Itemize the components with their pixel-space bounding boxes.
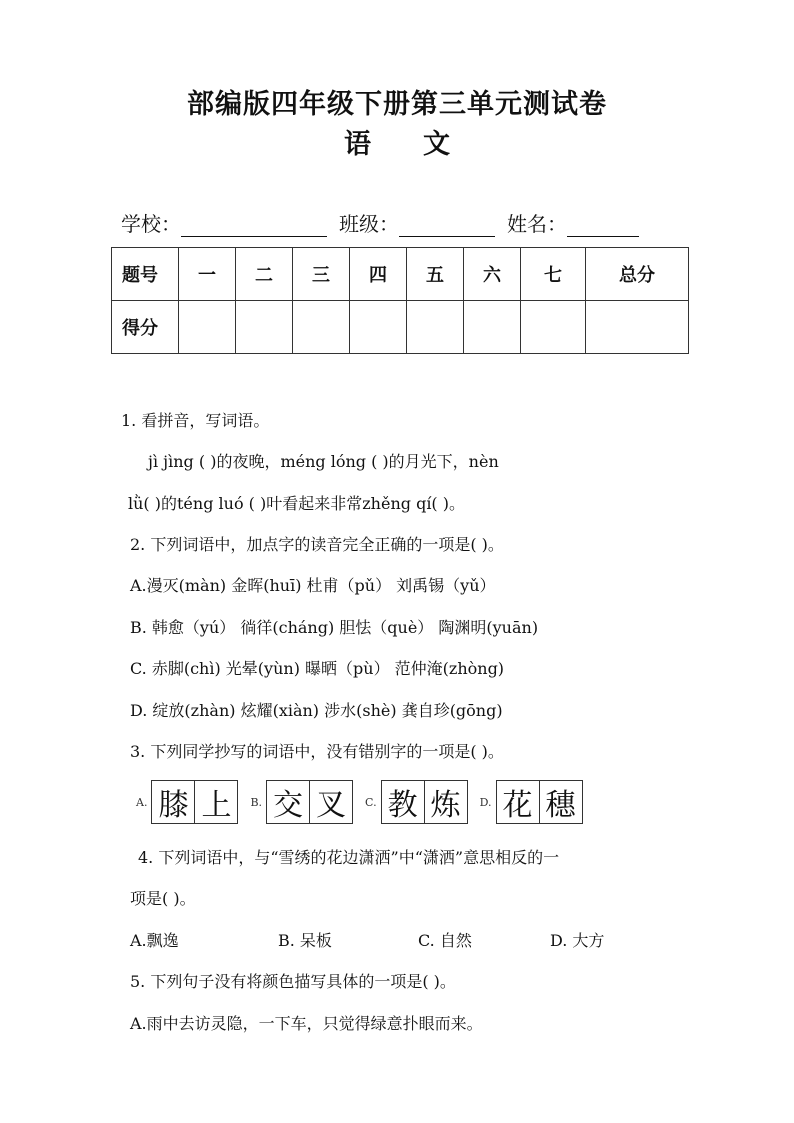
q3-letter-a: A. bbox=[136, 795, 148, 809]
q4-option-c: C. 自然 bbox=[418, 931, 472, 950]
q3-title: 3. 下列同学抄写的词语中，没有错别字的一项是( )。 bbox=[130, 742, 504, 761]
page-subtitle bbox=[0, 122, 794, 161]
class-field[interactable] bbox=[399, 214, 495, 237]
q3-choice-d[interactable] bbox=[496, 780, 583, 824]
q1-line-2: lǜ( )的téng luó ( )叶看起来非常zhěng qí( )。 bbox=[128, 494, 466, 513]
score-cell-1[interactable] bbox=[179, 301, 236, 354]
q4-title-line-2: 项是( )。 bbox=[130, 889, 196, 908]
q1-title: 1. 看拼音，写词语。 bbox=[121, 411, 270, 430]
row-head-score: 得分 bbox=[112, 301, 179, 354]
q3-letter-c: C. bbox=[365, 795, 377, 809]
score-table bbox=[111, 247, 689, 354]
score-table-score-row bbox=[112, 301, 689, 354]
q1-line-1: jì jìng ( )的夜晚，méng lóng ( )的月光下，nèn bbox=[148, 452, 499, 471]
score-cell-2[interactable] bbox=[236, 301, 293, 354]
q4-option-b: B. 呆板 bbox=[278, 931, 332, 950]
q2-title: 2. 下列词语中，加点字的读音完全正确的一项是( )。 bbox=[130, 535, 504, 554]
q3-c-char-2: 炼 bbox=[424, 781, 467, 823]
school-label: 学校： bbox=[121, 212, 181, 236]
name-field[interactable] bbox=[567, 214, 639, 237]
col-1: 一 bbox=[179, 248, 236, 301]
q3-letter-b: B. bbox=[250, 795, 263, 809]
q5-option-a: A.雨中去访灵隐，一下车，只觉得绿意扑眼而来。 bbox=[130, 1014, 483, 1033]
score-cell-7[interactable] bbox=[521, 301, 586, 354]
q3-choices bbox=[136, 780, 595, 824]
q3-choice-b[interactable] bbox=[266, 780, 353, 824]
q3-d-char-2: 穗 bbox=[539, 781, 582, 823]
name-label: 姓名： bbox=[507, 212, 567, 236]
q2-option-c: C. 赤脚(chì) 光晕(yùn) 曝晒（pù） 范仲淹(zhòng) bbox=[130, 659, 505, 678]
col-3: 三 bbox=[293, 248, 350, 301]
q2-option-b: B. 韩愈（yú） 徜徉(cháng) 胆怯（què） 陶渊明(yuān) bbox=[130, 618, 539, 637]
col-6: 六 bbox=[464, 248, 521, 301]
row-head-question-no: 题号 bbox=[112, 248, 179, 301]
score-cell-3[interactable] bbox=[293, 301, 350, 354]
q2-option-a: A.漫灭(màn) 金晖(huī) 杜甫（pǔ） 刘禹锡（yǔ） bbox=[130, 576, 496, 595]
q3-a-char-1: 膝 bbox=[158, 788, 189, 823]
q3-b-char-1: 交 bbox=[273, 788, 304, 823]
q3-b-char-2: 叉 bbox=[309, 781, 352, 823]
class-label: 班级： bbox=[339, 212, 399, 236]
subtitle-char-1: 语 bbox=[344, 129, 371, 160]
q2-option-d: D. 绽放(zhàn) 炫耀(xiàn) 涉水(shè) 龚自珍(gōng) bbox=[130, 701, 503, 720]
q4-option-d: D. 大方 bbox=[550, 931, 605, 950]
score-cell-4[interactable] bbox=[350, 301, 407, 354]
col-total: 总分 bbox=[586, 248, 689, 301]
q3-a-char-2: 上 bbox=[194, 781, 237, 823]
subtitle-char-2: 文 bbox=[423, 129, 450, 160]
score-cell-total[interactable] bbox=[586, 301, 689, 354]
q3-d-char-1: 花 bbox=[502, 788, 533, 823]
q3-choice-c[interactable] bbox=[381, 780, 468, 824]
q5-title: 5. 下列句子没有将颜色描写具体的一项是( )。 bbox=[130, 972, 456, 991]
score-table-header-row bbox=[112, 248, 689, 301]
score-cell-5[interactable] bbox=[407, 301, 464, 354]
col-4: 四 bbox=[350, 248, 407, 301]
student-info bbox=[121, 208, 639, 237]
col-5: 五 bbox=[407, 248, 464, 301]
q3-c-char-1: 教 bbox=[387, 788, 418, 823]
score-cell-6[interactable] bbox=[464, 301, 521, 354]
q4-option-a: A.飘逸 bbox=[130, 931, 179, 950]
q4-title-line-1: 4. 下列词语中，与“雪绣的花边潇洒”中“潇洒”意思相反的一 bbox=[138, 848, 560, 867]
q3-letter-d: D. bbox=[479, 795, 492, 809]
col-2: 二 bbox=[236, 248, 293, 301]
school-field[interactable] bbox=[181, 214, 327, 237]
col-7: 七 bbox=[521, 248, 586, 301]
q3-choice-a[interactable] bbox=[151, 780, 238, 824]
page-title: 部编版四年级下册第三单元测试卷 bbox=[187, 89, 607, 120]
